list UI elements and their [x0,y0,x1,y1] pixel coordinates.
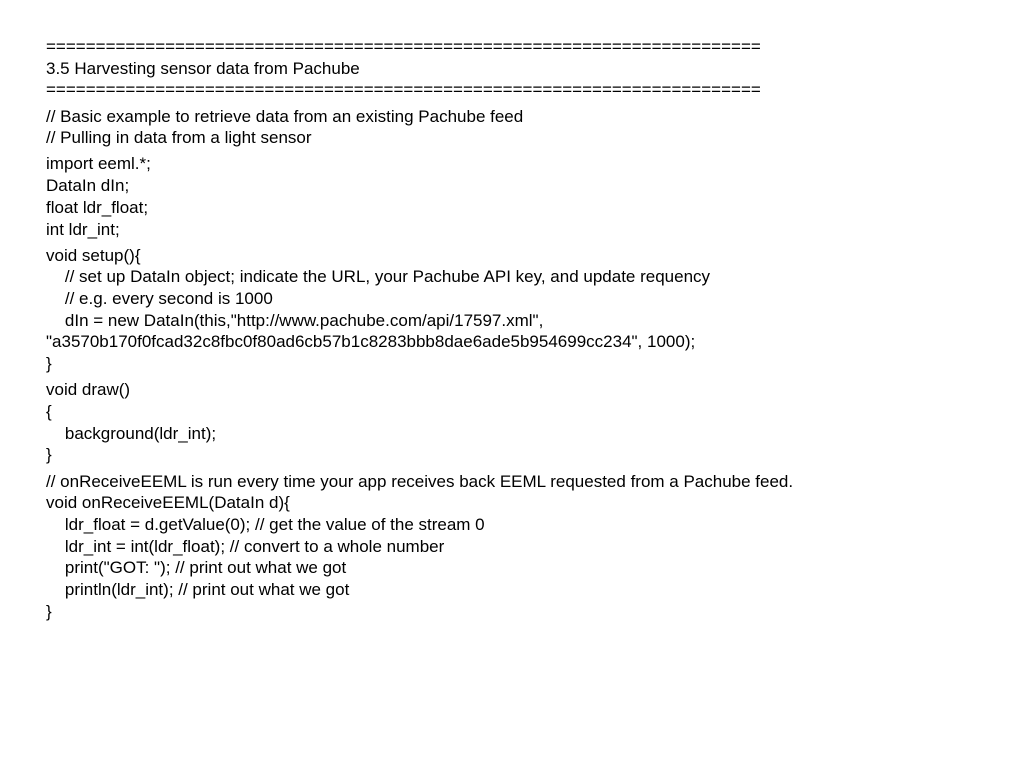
code-line: dIn = new DataIn(this,"http://www.pachube.com/api/17597.xml", [46,310,544,330]
code-line: "a3570b170f0fcad32c8fbc0f80ad6cb57b1c8283bbb8dae6ade5b954699cc234", 1000); [46,332,696,352]
code-line: } [46,601,52,621]
code-line: // set up DataIn object; indicate the URL, your Pachube API key, and update requency [46,267,711,287]
code-line: void onReceiveEEML(DataIn d){ [46,493,290,513]
code-line: DataIn dIn; [46,176,130,196]
code-line: float ldr_float; [46,197,149,217]
code-line: } [46,445,52,465]
code-line: int ldr_int; [46,219,120,239]
code-line: import eeml.*; [46,154,151,174]
code-line: } [46,354,52,374]
comment-line: // onReceiveEEML is run every time your app receives back EEML requested from a Pachube feed. [46,471,794,491]
comment-line: // Basic example to retrieve data from an existing Pachube feed [46,106,524,126]
code-line: print("GOT: "); // print out what we got [46,558,347,578]
code-line: void draw() [46,380,131,400]
code-line: // e.g. every second is 1000 [46,289,273,309]
code-line: { [46,402,52,421]
code-line: background(ldr_int); [46,423,217,443]
code-line: ldr_float = d.getValue(0); // get the value of the stream 0 [46,514,485,534]
code-line: println(ldr_int); // print out what we got [46,580,350,599]
code-listing [46,36,1006,622]
comment-line: // Pulling in data from a light sensor [46,128,312,148]
separator-line: ======================================================================== [46,37,761,56]
code-line: void setup(){ [46,245,141,265]
code-line: ldr_int = int(ldr_float); // convert to a whole number [46,536,445,556]
section-heading: 3.5 Harvesting sensor data from Pachube [46,58,360,78]
separator-line: ======================================================================== [46,80,761,100]
